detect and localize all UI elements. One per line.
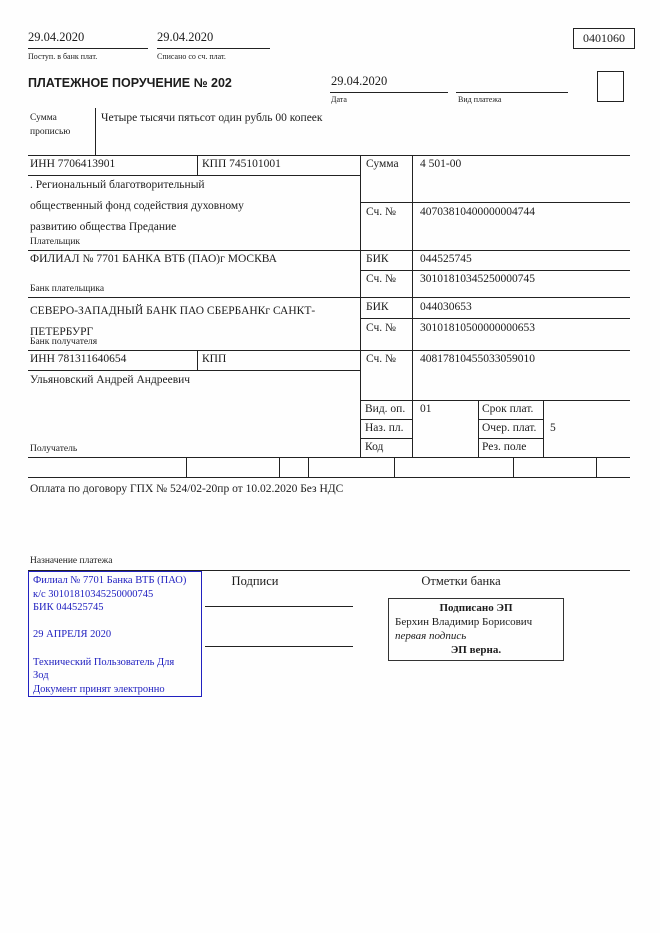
table-line bbox=[197, 350, 198, 371]
payer-bank-section-label: Банк плательщика bbox=[30, 284, 105, 294]
payer-section-label: Плательщик bbox=[30, 237, 81, 247]
table-line bbox=[478, 419, 543, 420]
amount-label: Сумма bbox=[366, 158, 399, 170]
table-line bbox=[186, 457, 187, 477]
table-line bbox=[360, 202, 630, 203]
payer-kpp: КПП 745101001 bbox=[202, 158, 281, 170]
beneficiary-kpp-label: КПП bbox=[202, 353, 227, 365]
stamp-line: Технический Пользователь Для bbox=[33, 656, 175, 668]
table-line bbox=[279, 457, 280, 477]
order-value: 5 bbox=[550, 422, 556, 434]
beneficiary-bank-bik: 044030653 bbox=[420, 301, 472, 313]
divider bbox=[157, 48, 270, 49]
ep-valid-text: ЭП верна. bbox=[450, 644, 502, 656]
table-line bbox=[360, 400, 630, 401]
stamp-line: 29 АПРЕЛЯ 2020 bbox=[33, 629, 112, 641]
payer-bank-account-label: Сч. № bbox=[366, 273, 397, 285]
table-line bbox=[28, 155, 630, 156]
op-type-value: 01 bbox=[420, 403, 432, 415]
table-line bbox=[28, 350, 630, 351]
payment-type-box bbox=[597, 71, 624, 102]
payer-inn: ИНН 7706413901 bbox=[30, 158, 116, 170]
op-type-label: Вид. оп. bbox=[365, 403, 406, 415]
table-line bbox=[360, 318, 630, 319]
bank-marks-header: Отметки банка bbox=[421, 574, 501, 588]
beneficiary-inn: ИНН 781311640654 bbox=[30, 353, 127, 365]
payer-bank-bik: 044525745 bbox=[420, 253, 472, 265]
beneficiary-bank-account-label: Сч. № bbox=[366, 322, 397, 334]
stamp-line: Документ принят электронно bbox=[33, 683, 165, 695]
table-line bbox=[360, 438, 412, 439]
payer-account: 40703810400000004744 bbox=[420, 206, 535, 218]
stamp-line bbox=[33, 615, 197, 629]
stamp-line: Филиал № 7701 Банка ВТБ (ПАО) bbox=[33, 575, 187, 586]
table-line bbox=[308, 457, 309, 477]
table-line bbox=[28, 477, 630, 478]
stamp-line: БИК 044525745 bbox=[33, 602, 104, 614]
bank-stamp bbox=[28, 571, 202, 697]
payer-name-line: общественный фонд содействия духовному bbox=[30, 200, 244, 212]
reserve-label: Рез. поле bbox=[482, 441, 527, 453]
table-line bbox=[28, 250, 630, 251]
table-line bbox=[360, 270, 630, 271]
table-line bbox=[28, 175, 360, 176]
divider bbox=[330, 92, 448, 93]
table-line bbox=[412, 155, 413, 457]
payer-bank-bik-label: БИК bbox=[366, 253, 389, 265]
signature-line bbox=[205, 646, 353, 647]
table-line bbox=[596, 457, 597, 477]
amount-words-value: Четыре тысячи пятьсот один рубль 00 копеек bbox=[101, 112, 323, 124]
purpose-code-label: Наз. пл. bbox=[365, 422, 404, 434]
stamp-line bbox=[33, 642, 197, 656]
code-label: Код bbox=[365, 441, 384, 453]
electronic-signature-box bbox=[388, 598, 564, 661]
payer-name-line: . Региональный благотворительный bbox=[30, 179, 205, 191]
stamp-line: к/с 30101810345250000745 bbox=[33, 588, 154, 600]
beneficiary-name: Ульяновский Андрей Андреевич bbox=[30, 374, 191, 386]
table-line bbox=[360, 155, 361, 457]
ep-signer-name: Берхин Владимир Борисович bbox=[395, 616, 533, 628]
table-line bbox=[513, 457, 514, 477]
payment-type-label: Вид платежа bbox=[458, 95, 502, 104]
purpose-section-label: Назначение платежа bbox=[30, 556, 113, 566]
table-line bbox=[394, 457, 395, 477]
date-label: Дата bbox=[331, 95, 347, 104]
received-in-bank-date: 29.04.2020 bbox=[28, 30, 85, 44]
signature-line bbox=[205, 606, 353, 607]
beneficiary-bank-account: 30101810500000000653 bbox=[420, 322, 535, 334]
table-line bbox=[197, 155, 198, 176]
form-code: 0401060 bbox=[583, 31, 625, 45]
divider bbox=[28, 48, 148, 49]
order-label: Очер. плат. bbox=[482, 422, 537, 434]
beneficiary-bank-bik-label: БИК bbox=[366, 301, 389, 313]
debited-label: Списано со сч. плат. bbox=[157, 52, 226, 61]
divider bbox=[95, 108, 96, 155]
debited-date: 29.04.2020 bbox=[157, 30, 214, 44]
signatures-header: Подписи bbox=[231, 574, 279, 588]
amount-words-label: Сумма прописью bbox=[30, 113, 71, 137]
term-label: Срок плат. bbox=[482, 403, 534, 415]
payer-name-line: развитию общества Предание bbox=[30, 221, 177, 233]
beneficiary-section-label: Получатель bbox=[30, 444, 78, 454]
document-date: 29.04.2020 bbox=[331, 74, 388, 88]
table-line bbox=[478, 400, 479, 457]
document-title: ПЛАТЕЖНОЕ ПОРУЧЕНИЕ № 202 bbox=[28, 76, 232, 90]
table-line bbox=[543, 400, 544, 457]
table-line bbox=[478, 438, 543, 439]
stamp-line: Зод bbox=[33, 670, 49, 682]
ep-signature-type: первая подпись bbox=[395, 630, 467, 642]
table-line bbox=[360, 419, 412, 420]
beneficiary-bank-section-label: Банк получателя bbox=[30, 337, 98, 347]
payer-account-label: Сч. № bbox=[366, 206, 397, 218]
table-line bbox=[28, 370, 360, 371]
payer-bank-account: 30101810345250000745 bbox=[420, 273, 535, 285]
payment-purpose-text: Оплата по договору ГПХ № 524/02-20пр от 10.02.2020 Без НДС bbox=[30, 483, 344, 495]
form-code-box bbox=[573, 28, 635, 49]
payer-bank-name: ФИЛИАЛ № 7701 БАНКА ВТБ (ПАО)г МОСКВА bbox=[30, 253, 277, 265]
table-line bbox=[28, 457, 630, 458]
received-in-bank-label: Поступ. в банк плат. bbox=[28, 52, 98, 61]
beneficiary-bank-name: СЕВЕРО-ЗАПАДНЫЙ БАНК ПАО СБЕРБАНКг САНКТ-ПЕТЕРБУРГ bbox=[30, 305, 316, 338]
table-line bbox=[28, 297, 630, 298]
amount-value: 4 501-00 bbox=[420, 158, 462, 170]
beneficiary-account: 40817810455033059010 bbox=[420, 353, 535, 365]
ep-title: Подписано ЭП bbox=[439, 602, 513, 614]
beneficiary-account-label: Сч. № bbox=[366, 353, 397, 365]
divider bbox=[456, 92, 568, 93]
